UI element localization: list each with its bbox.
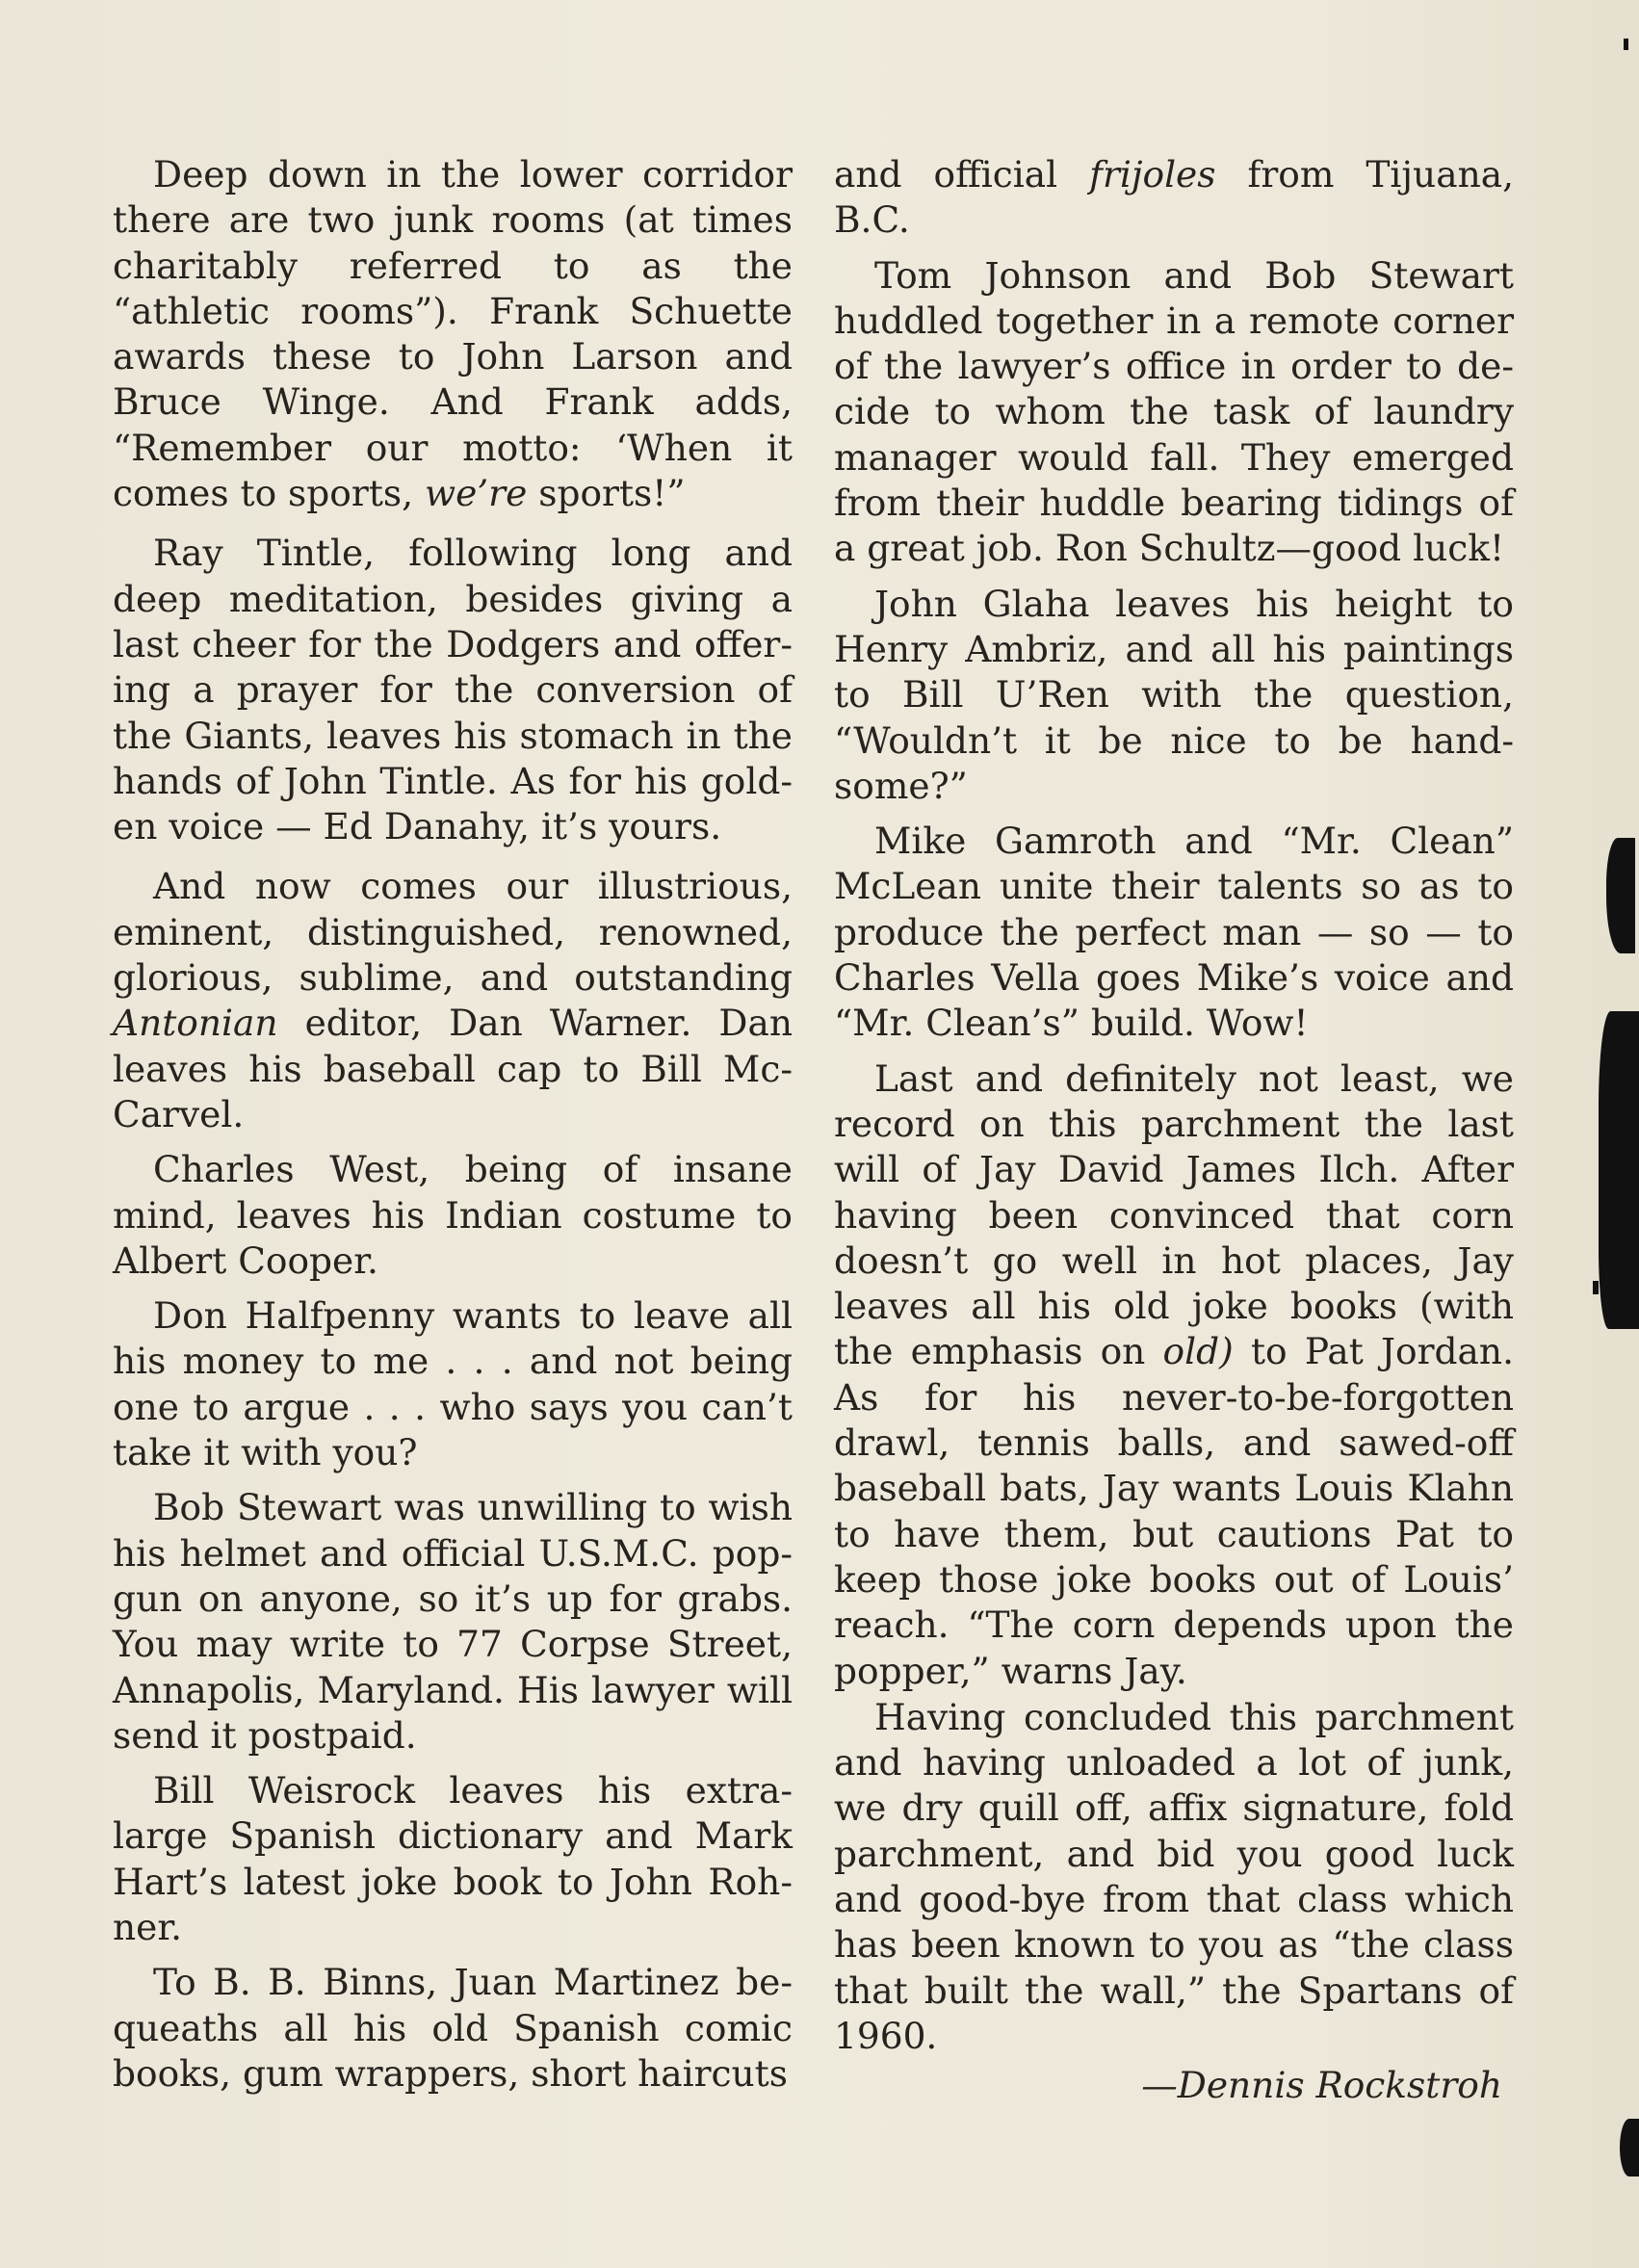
paragraph-charles-west: Charles West, being of insane mind, leaves his Indian costume to Albert Cooper. — [113, 1148, 793, 1282]
italic-emphasis: frijoles — [1089, 153, 1216, 196]
italic-emphasis: we’re — [424, 472, 528, 515]
scan-edge-mark — [1620, 2119, 1639, 2177]
italic-emphasis: Antonian — [113, 1002, 278, 1045]
scan-edge-mark — [1606, 838, 1635, 953]
paragraph-ray-tintle: Ray Tintle, following long and deep meditation, besides giving a last cheer for the Dodgers and offering a prayer for the conversion of the Giants, leaves his stomach in the hands of John Tintle. As for his golden voice — Ed Danahy, it’s yours. — [113, 532, 793, 848]
paragraph-juan-martinez: To B. B. Binns, Juan Martinez bequeaths all his old Spanish comic books, gum wrappers, short haircuts — [113, 1961, 793, 2095]
paragraph-frijoles: and official frijoles from Tijuana, B.C. — [834, 153, 1514, 242]
scan-edge-mark — [1593, 1281, 1599, 1294]
paragraph-bob-stewart: Bob Stewart was unwilling to wish his helmet and official U.S.M.C. popgun on anyone, so it’s up for grabs. You may write to 77 Corpse Street, Annapolis, Maryland. His lawyer will send it postpaid. — [113, 1486, 793, 1757]
paragraph-john-glaha: John Glaha leaves his height to Henry Ambriz, and all his paintings to Bill U’Ren with the question, “Wouldn’t it be nice to be handsome?” — [834, 582, 1514, 807]
paragraph-don-halfpenny: Don Halfpenny wants to leave all his money to me . . . and not being one to argue . . . who says you can’t take it with you? — [113, 1294, 793, 1474]
author-signature: —Dennis Rockstroh — [1141, 2064, 1502, 2107]
paragraph-jay-ilch: Last and definitely not least, we record on this parchment the last will of Jay David James Ilch. After having been convinced that corn doesn’t go well in hot places, Jay leaves all his old joke books (with the emphasis on old) to Pat Jordan. As for his never-to-be-forgotten drawl, tennis balls, and sawed-off baseball bats, Jay wants Louis Klahn to have them, but cautions Pat to keep those joke books out of Louis’ reach. “The corn depends upon the popper,” warns Jay. — [834, 1056, 1514, 1692]
left-column — [113, 152, 793, 2106]
paragraph-conclusion: Having concluded this parchment and having unloaded a lot of junk, we dry quill off, affix signature, fold parchment, and bid you good luck and good-bye from that class which has been known to you as “the class that built the wall,” the Spartans of 1960. — [834, 1695, 1514, 2057]
paragraph-tom-johnson: Tom Johnson and Bob Stewart huddled together in a remote corner of the lawyer’s office in order to decide to whom the task of laundry manager would fall. They emerged from their huddle bearing tidings of a great job. Ron Schultz—good luck! — [834, 253, 1514, 570]
right-column — [834, 152, 1514, 2108]
italic-emphasis: old) — [1145, 1330, 1234, 1373]
paragraph-bill-weisrock: Bill Weisrock leaves his extra-large Spanish dictionary and Mark Hart’s latest joke book to John Rohner. — [113, 1769, 793, 1948]
paragraph-mike-gamroth: Mike Gamroth and “Mr. Clean” McLean unite their talents so as to produce the perfect man — so — to Charles Vella goes Mike’s voice and “Mr. Clean’s” build. Wow! — [834, 820, 1514, 1045]
scan-edge-mark — [1599, 1011, 1639, 1329]
paragraph-dan-warner: And now comes our illustrious, eminent, distinguished, renowned, glorious, sublime, and outstanding Antonian editor, Dan Warner. Dan leaves his baseball cap to Bill McCarvel. — [113, 865, 793, 1135]
scan-edge-mark — [1624, 39, 1628, 50]
paragraph-junk-rooms: Deep down in the lower corridor there are two junk rooms (at times charitably referred to as the “athletic rooms”). Frank Schuette awards these to John Larson and Bruce Winge. And Frank adds, “Remember our motto: ‘When it comes to sports, we’re sports!” — [113, 153, 793, 515]
